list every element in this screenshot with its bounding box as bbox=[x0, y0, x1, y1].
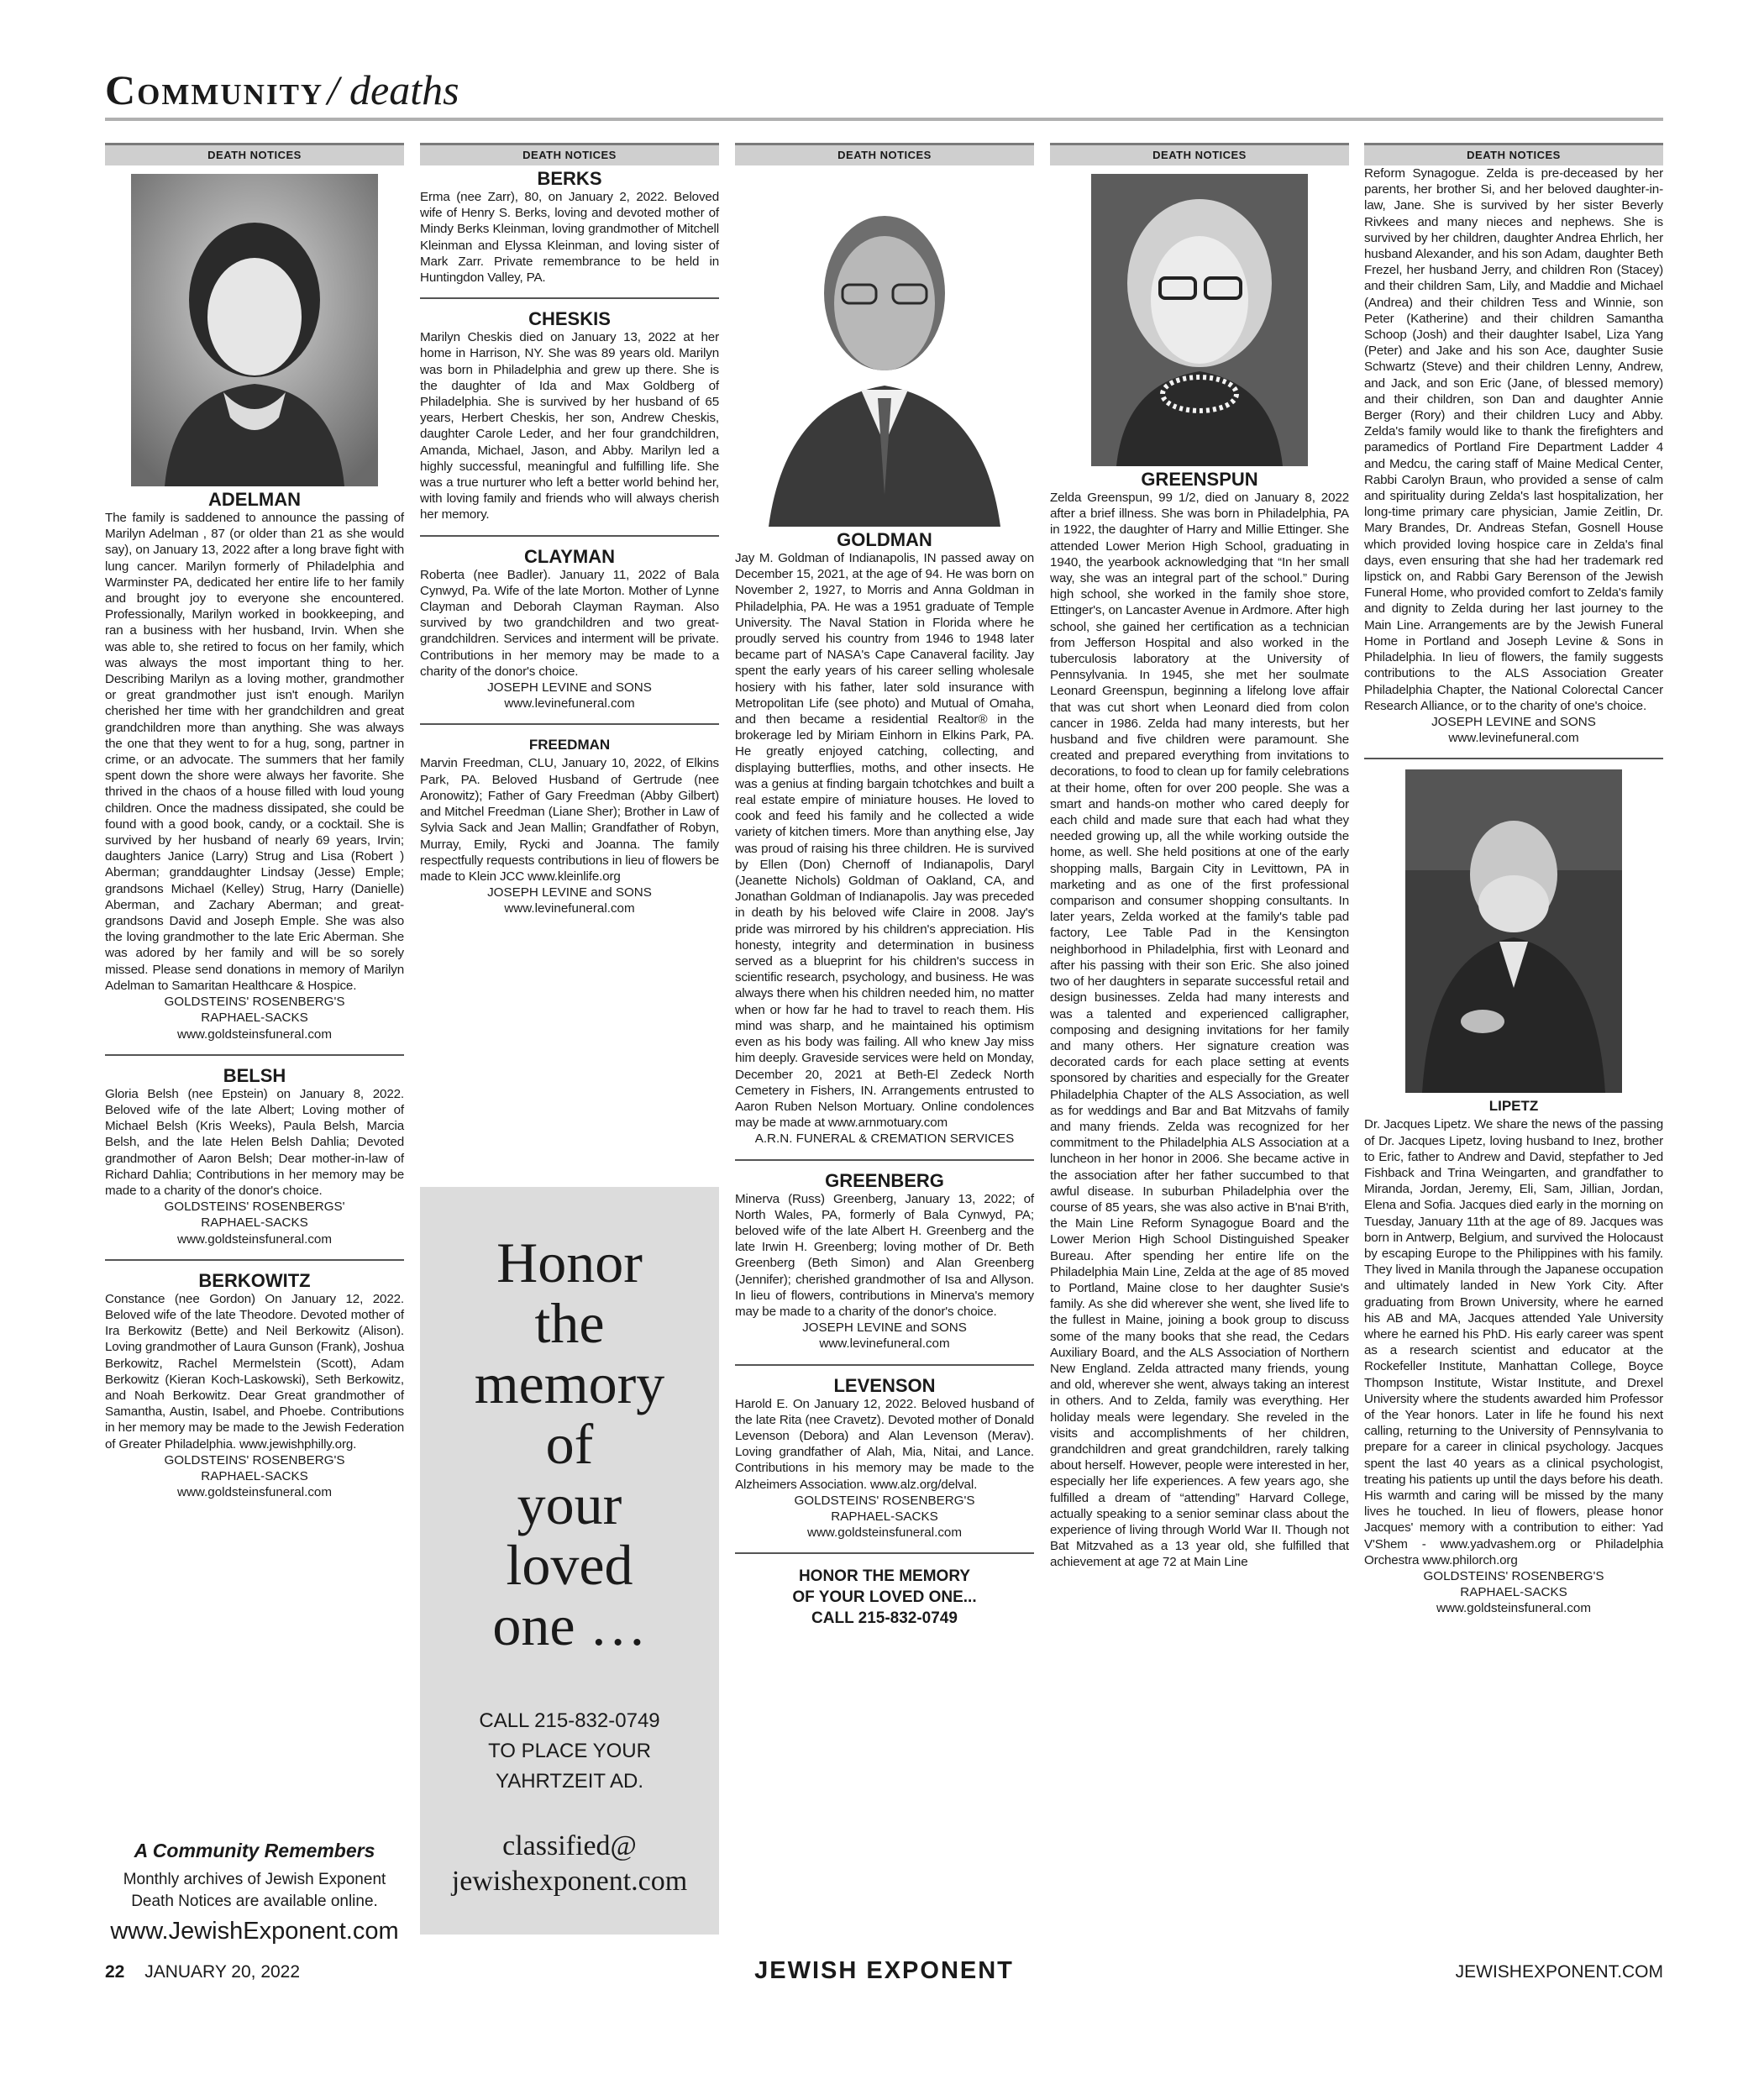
funeral-home-url[interactable]: www.goldsteinsfuneral.com bbox=[176, 1485, 333, 1500]
clayman-funeral-home bbox=[420, 680, 719, 711]
greenberg-notice: Minerva (Russ) Greenberg, January 13, 2022; of North Wales, PA, formerly of Bala Cynwyd, PA; beloved wife of the late Albert H. Greenberg and the late Irwin H. Greenberg; loving mother of Dr. Beth Greenberg (Beth Simon) and Alan Greenberg (Jennifer); cherished grandmother of Isa and Allyson. In lieu of flowers, contributions in Minerva's memory may be made to a charity of the donor's choice. bbox=[735, 1191, 1034, 1319]
levenson-notice: Harold E. On January 12, 2022. Beloved husband of the late Rita (nee Cravetz). Devoted mother of Donald Levenson (Debora) and Alan Levenson (Merav). Loving grandfather of Alah, Mia, Nitai, and Lance. Contributions in his memory may be made to the Alzheimers Association. www.alz.org/delval. bbox=[735, 1396, 1034, 1492]
clayman-name: CLAYMAN bbox=[524, 545, 615, 567]
belsh-name: BELSH bbox=[223, 1064, 286, 1086]
levenson-funeral-home bbox=[735, 1493, 1034, 1541]
remembers-url[interactable]: www.JewishExponent.com bbox=[110, 1918, 399, 1945]
funeral-home-url[interactable]: www.levinefuneral.com bbox=[1448, 731, 1579, 746]
greenberg-funeral-home bbox=[735, 1320, 1034, 1352]
site-url[interactable]: JEWISHEXPONENT.COM bbox=[1455, 1962, 1663, 1982]
adelman-notice: The family is saddened to announce the passing of Marilyn Adelman , 87 (or older than 21 as she would say), on January 13, 2022 after a long brave fight with lung cancer. Marilyn formerly of Philadelphia and Warminster PA, dedicated her entire life to her family and brought joy to everyone she encountered. Professionally, Marilyn worked in bookkeeping, and ran a business with her husband, Irvin. When she was able to, she retired to focus on her family, which was always the most important thing to her. Describing Marilyn as a loving mother, grandmother or great grandmother just isn't enough. Marilyn cherished her time with her grandchildren and great grandchildren more than anything. She was always the one that they went to for a hug, song, partner in crime, or an advocate. The summers that her family spent down the shore were always her favorite. She thrived in the chaos of a house filled with loud young children. Once the madness dissipated, she could be found with a good book, candy, or a cocktail. She is survived by her husband of nearly 69 years, Irvin; daughters Janice (Larry) Strug and Lisa (Robert ) Aberman; granddaughter Lindsay (Jesse) Emple; grandsons Michael (Kelley) Strug, Harry (Danielle) Aberman, and Zachary Aberman; and great-grandsons David and Joseph Emple. She was also the loving grandmother to the late Eric Aberman. She was adored by her family and will be so sorely missed. Please send donations in memory of Marilyn Adelman to Samaritan Healthcare & Hospice. bbox=[105, 511, 404, 993]
lipetz-notice: Dr. Jacques Lipetz. We share the news of the passing of Dr. Jacques Lipetz, loving husband to Inez, brother to Eric, father to Andrew and David, stepfather to Jed Fishback and Trina Weingarten, and grandfather to Miranda, Jordan, Jeremy, Eli, Sam, Jillian, Jordan, Elena and Sofia. Jacques died early in the morning on Tuesday, January 11th at the age of 89. Jacques was born in Antwerp, Belgium, and survived the Holocaust by escaping Europe to the Philippines with his family. They lived in Manila through the Japanese occupation and ultimately landed in New York City. After graduating from Brown University, where he earned his AB and MA, Jacques attended Yale University where he earned his PhD. His early career was spent as a research scientist and educator at the Rockefeller Institute, Manhattan College, Boyce Thompson Institute, Wistar Institute, and Drexel University where the students awarded him Professor of the Year honors. Later in life he found his next calling, returning to the University of Pennsylvania to prepare for a career in clinical psychology. Jacques spent the last 40 years as a clinical psychologist, treating his patients up until the days before his death. His warmth and caring will be missed by the many lives he touched. In lieu of flowers, please honor Jacques' memory with a contribution to either: Yad V'Shem - www.yadvashem.org or Philadelphia Orchestra www.philorch.org bbox=[1364, 1117, 1663, 1567]
ad-phone: CALL 215-832-0749 bbox=[479, 1709, 660, 1732]
funeral-home-line: RAPHAEL-SACKS bbox=[201, 1215, 308, 1231]
cheskis-notice: Marilyn Cheskis died on January 13, 2022 at her home in Harrison, NY. She was 89 years old. Marilyn was born in Philadelphia and grew up there. She is the daughter of Ida and Max Goldberg of Philadelphia. She is survived by her husband of 65 years, Herbert Cheskis, her son, Andrew Cheskis, daughter Carole Leder, and her four grandchildren, Amanda, Michael, Jason, and Abby. Marilyn led a highly successful, meaningful and fulfilling life. She was a true nurturer who left a better world behind her, with loving family and friends who will always cherish her memory. bbox=[420, 330, 719, 522]
funeral-home-line: GOLDSTEINS' ROSENBERG'S bbox=[164, 1452, 345, 1467]
goldman-notice: Jay M. Goldman of Indianapolis, IN passed away on December 15, 2021, at the age of 94. He was born on November 2, 1927, to Morris and Anna Goldman in Philadelphia, PA. He was a 1951 graduate of Temple University. The Naval Station in Florida where he proudly served his country from 1946 to 1948 later became part of NASA's Cape Canaveral facility. Jay spent the early years of his career selling wholesale hosiery with his father, later sold insurance with Metropolitan Life (see photo) and Mutual of Omaha, and then became a residential Realtor® in the brokerage led by Miriam Einhorn in Elkins Park, PA. He greatly enjoyed catching, collecting, and displaying butterflies, moths, and other insects. He was a genius at finding bargain tchotchkes and built a real estate empire of miniature houses. He loved to cook and feed his family and he collected a wide variety of kitchen timers. More than anything else, Jay was proud of raising his three children. He is survived by Ellen (Don) Chernoff of Indianapolis, Daryl (Jeanette Nichols) Goldman of Oakland, CA, and Jonathan Goldman of Indianapolis. Jay was preceded in death by his beloved wife Claire in 2008. Jay's pride was mirrored by his children's appreciation. His honesty, integrity and determination in business served as a blueprint for his children's success in scientific research, psychology, and business. He was always there when his children needed him, no matter when or how far he had to travel to reach them. His mind was sharp, and he maintained his optimism even as his body was failing. All who knew Jay miss him deeply. Graveside services were held on Monday, December 20, 2021 at Beth-El Zedeck North Cemetery in Fishers, IN. Arrangements entrusted to Aaron Ruben Nelson Mortuary. Online condolences may be made at www.arnmotuary.com bbox=[735, 551, 1034, 1131]
yahrtzeit-ad[interactable] bbox=[420, 1187, 719, 1935]
levenson-name: LEVENSON bbox=[833, 1374, 936, 1396]
notice-separator bbox=[735, 1364, 1034, 1366]
honor-phone: CALL 215-832-0749 bbox=[811, 1609, 958, 1628]
notice-separator bbox=[105, 1054, 404, 1056]
column-4 bbox=[1050, 143, 1349, 1571]
adelman-funeral-home bbox=[105, 994, 404, 1042]
clayman-notice: Roberta (nee Badler). January 11, 2022 of Bala Cynwyd, Pa. Wife of the late Morton. Mother of Lynne Clayman and Deborah Clayman Rayman. Also survived by two grandchildren and two great-grandchildren. Services and interment will be private. Contributions in her memory may be made to a charity of the donor's choice. bbox=[420, 567, 719, 679]
funeral-home-line: JOSEPH LEVINE and SONS bbox=[487, 885, 652, 900]
ad-headline-line: memory bbox=[474, 1352, 665, 1415]
ad-headline-line: the bbox=[534, 1291, 605, 1355]
ad-call-line: YAHRTZEIT AD. bbox=[495, 1770, 644, 1793]
death-notices-bar: DEATH NOTICES bbox=[735, 143, 1034, 165]
greenspun-funeral-home bbox=[1364, 714, 1663, 746]
notice-separator bbox=[735, 1159, 1034, 1161]
goldman-photo bbox=[752, 192, 1017, 527]
funeral-home-line: GOLDSTEINS' ROSENBERGS' bbox=[164, 1200, 345, 1215]
page-footer bbox=[105, 1957, 1663, 1991]
funeral-home-url[interactable]: www.levinefuneral.com bbox=[819, 1336, 950, 1352]
freedman-notice: Marvin Freedman, CLU, January 10, 2022, of Elkins Park, PA. Beloved Husband of Gertrude (nee Aronowitz); Father of Gary Freedman (Abby Gilbert) and Mitchel Freedman (Liane Sher); Brother in Law of Sylvia Sack and Jean Mallin; Grandfather of Robyn, Murray, Emily, Rycki and Joanna. The family respectfully requests contributions in lieu of flowers be made to Klein JCC www.kleinlife.org bbox=[420, 756, 719, 884]
masthead: JEWISH EXPONENT bbox=[754, 1957, 1014, 1984]
column-2 bbox=[420, 143, 719, 917]
greenberg-name: GREENBERG bbox=[825, 1169, 944, 1191]
notice-separator bbox=[735, 1552, 1034, 1554]
funeral-home-url[interactable]: www.goldsteinsfuneral.com bbox=[176, 1026, 333, 1042]
section-header bbox=[105, 66, 1663, 114]
greenspun-photo bbox=[1091, 174, 1308, 466]
ad-call bbox=[420, 1706, 719, 1797]
header-rule bbox=[105, 118, 1663, 121]
adelman-photo bbox=[131, 174, 378, 486]
funeral-home-line: RAPHAEL-SACKS bbox=[1460, 1585, 1567, 1600]
ad-call-line: TO PLACE YOUR bbox=[488, 1740, 651, 1762]
death-notices-bar: DEATH NOTICES bbox=[420, 143, 719, 165]
ad-headline-line: your bbox=[517, 1473, 622, 1536]
death-notices-bar: DEATH NOTICES bbox=[105, 143, 404, 165]
ad-headline-line: Honor bbox=[496, 1231, 643, 1294]
greenspun-notice-continued: Reform Synagogue. Zelda is pre-deceased by her parents, her brother Si, and her beloved daughter-in-law, Jane. She is survived by her sister Beverly Rivkees and many nieces and nephews. She is survived by her children, daughter Andrea Ehrlich, her husband Alexander, and his son Adam, daughter Beth Frezel, her husband Jerry, and children Ron (Stacey) and their children Sam, Lily, and Maddie and Michael (Andrea) and their children Tess and Winnie, son Peter (Katherine) and their children Samantha Schoop (Josh) and their daughter Isabel, Liza Yang (Peter) and Jake and his son Ace, daughter Susie Schwartz (Steve) and their children Lenny, Andrew, and Jack, and son Eric (Jane, of blessed memory) and their children, son Dan and daughter Annie Berger (Rory) and their children Lucy and Abby. Zelda's family would like to thank the firefighters and paramedics of Portland Fire Department Ladder 4 and Medcu, the caring staff of Maine Medical Center, Rabbi Carolyn Braun, who provided a sense of calm and spirituality during Zelda's last hospitalization, her long-time primary care physician, Jamie Zeitlin, Dr. Mary Brandes, Dr. Andreas Stefan, Gosnell House which provided loving hospice care in Zelda's final days, even ensuring that she had her trademark red lipstick on, and Rabbi Gary Berenson of the Jewish Funeral Home, who provided comfort to Zelda's family and dignity to Zelda during her last journey to the Main Line. Arrangements are by the Jewish Funeral Home in Portland and Joseph Levine & Sons in Philadelphia. In lieu of flowers, the family suggests contributions to the ALS Association Greater Philadelphia Chapter, the National Colorectal Cancer Research Alliance, or to the charity of one's choice. bbox=[1364, 166, 1663, 713]
death-notices-bar: DEATH NOTICES bbox=[1050, 143, 1349, 165]
funeral-home-url[interactable]: www.goldsteinsfuneral.com bbox=[806, 1525, 963, 1541]
notice-separator bbox=[1364, 758, 1663, 759]
funeral-home-line: GOLDSTEINS' ROSENBERG'S bbox=[164, 995, 345, 1010]
funeral-home-line: GOLDSTEINS' ROSENBERG'S bbox=[1423, 1569, 1604, 1583]
freedman-funeral-home bbox=[420, 885, 719, 916]
column-3 bbox=[735, 143, 1034, 1629]
lipetz-funeral-home bbox=[1364, 1568, 1663, 1617]
funeral-home-line: A.R.N. FUNERAL & CREMATION SERVICES bbox=[754, 1131, 1015, 1147]
greenspun-notice: Zelda Greenspun, 99 1/2, died on January 8, 2022 after a brief illness. She was born in Philadelphia, PA in 1922, the daughter of Harry and Millie Ettinger. She attended Lower Merion High School, graduating in 1940, the yearbook acknowledging that “In her small way, she was an integral part of the school.” During high school, she worked in the family shoe store, Ettinger's, on Lancaster Avenue in Ardmore. After high school, she gained her certification as a technician from Jefferson Hospital and also worked in the tuberculosis laboratory at the University of Pennsylvania. In 1945, she met her soulmate Leonard Greenspun, beginning a lifelong love affair that was cut short when Leonard died from colon cancer in 1986. Zelda had many interests, but her husband and five children were paramount. She created and prepared everything from invitations to decorations, to food to clean up for family celebrations at their home, often for over 200 people. She was a smart and hands-on mother who cared deeply for each child and made sure that each had what they needed growing up, all the while working outside the home, as well. She held positions at one of the early shopping malls, Bargain City in Levittown, PA in marketing and as one of the first professional comparison and consumer shopping consultants. In later years, Zelda worked at the family's table pad factory, Lee Table Pad in the Kensington neighborhood in Philadelphia, first with Leonard and after his passing with their son Eric. She also joined two of her daughters in separate successful retail and design businesses. Zelda had many interests and was a talented and experienced calligrapher, composing and designing invitations for her family and many others. Her signature creation was decorated cards for each place setting at events sponsored by charities and especially for the Greater Philadelphia Chapter of the ALS Association, as well as for weddings and Bar and Bat Mitzvahs of family and many friends. Zelda was recognized for her commitment to the Philadelphia ALS Association at a luncheon in her honor in 2006. She became active in the association after her father succumbed to that awful disease. In suburban Philadelphia over the course of 85 years, she was also active in B'nai B'rith, the Main Line Reform Synagogue Board and the Lower Merion High School Distinguished Speaker Bureau. After spending her entire life on the Philadelphia Main Line, Zelda at the age of 85 moved to Portland, Maine close to her daughter Susie's family. As she did wherever she went, she lived life to the fullest in Maine, joining a book group to discuss some of the many books that she read, the Cedars Auxiliary Board, and the ALS Association of Northern New England. Zelda attracted many friends, young and old, wherever she went, always taking an interest in others. And to Zelda, family was everything. Her holiday meals were legendary. She reveled in the visits and accomplishments of her children, grandchildren and great grandchildren, rarely talking about herself. However, people were interested in her, especially her life experiences. A few years ago, she fulfilled a dream of “attending” Harvard College, actually speaking to a senior seminar class about the experience of living through World War II. Though not Bat Mitzvahed as a 13 year old, she fulfilled that achievement at age 72 at Main Line bbox=[1050, 491, 1349, 1570]
honor-memory-box bbox=[735, 1566, 1034, 1629]
notice-separator bbox=[420, 297, 719, 299]
community-remembers-box bbox=[105, 1840, 404, 1945]
belsh-funeral-home bbox=[105, 1199, 404, 1247]
ad-email-line: jewishexponent.com bbox=[451, 1866, 688, 1897]
column-1 bbox=[105, 143, 404, 1500]
goldman-name: GOLDMAN bbox=[837, 529, 932, 550]
lipetz-name: LIPETZ bbox=[1488, 1098, 1539, 1115]
death-notices-bar: DEATH NOTICES bbox=[1364, 143, 1663, 165]
funeral-home-line: RAPHAEL-SACKS bbox=[201, 1468, 308, 1483]
remembers-line: Monthly archives of Jewish Exponent bbox=[123, 1871, 386, 1888]
freedman-name: FREEDMAN bbox=[528, 737, 611, 753]
honor-line: OF YOUR LOVED ONE... bbox=[792, 1588, 977, 1607]
funeral-home-url[interactable]: www.goldsteinsfuneral.com bbox=[1436, 1601, 1592, 1616]
funeral-home-url[interactable]: www.goldsteinsfuneral.com bbox=[176, 1231, 333, 1247]
remembers-title: A Community Remembers bbox=[134, 1840, 375, 1861]
notice-separator bbox=[420, 723, 719, 725]
notice-separator bbox=[105, 1259, 404, 1261]
ad-headline bbox=[420, 1232, 719, 1656]
berks-name: BERKS bbox=[537, 168, 602, 189]
berkowitz-name: BERKOWITZ bbox=[198, 1269, 311, 1291]
section-subtitle: / deaths bbox=[327, 66, 459, 113]
funeral-home-line: GOLDSTEINS' ROSENBERG'S bbox=[794, 1493, 975, 1508]
greenspun-name: GREENSPUN bbox=[1141, 469, 1258, 490]
funeral-home-line: JOSEPH LEVINE and SONS bbox=[1431, 714, 1596, 729]
funeral-home-line: JOSEPH LEVINE and SONS bbox=[487, 680, 652, 696]
page-number: 22 bbox=[105, 1962, 125, 1982]
ad-headline-line: of bbox=[545, 1412, 594, 1476]
berkowitz-notice: Constance (nee Gordon) On January 12, 2022. Beloved wife of the late Theodore. Devoted mother of Ira Berkowitz (Bette) and Neil Berkowitz (Alison). Loving grandmother of Laura Gunson (Frank), Joshua Berkowitz, Rachel Mermelstein (Scott), Adam Berkowitz (Kieran Koch-Laskowski), Seth Berkowitz, and Noah Berkowitz. Dear Great grandmother of Samantha, Austin, Isabel, and Phoebe. Contributions in her memory may be made to the Jewish Federation of Greater Philadelphia. www.jewishphilly.org. bbox=[105, 1291, 404, 1452]
notice-separator bbox=[420, 535, 719, 537]
honor-line: HONOR THE MEMORY bbox=[798, 1567, 971, 1586]
funeral-home-url[interactable]: www.levinefuneral.com bbox=[504, 696, 635, 711]
ad-email bbox=[420, 1829, 719, 1899]
ad-email-line: classified@ bbox=[502, 1830, 637, 1861]
goldman-funeral-home bbox=[735, 1131, 1034, 1147]
funeral-home-line: RAPHAEL-SACKS bbox=[201, 1011, 308, 1026]
funeral-home-url[interactable]: www.levinefuneral.com bbox=[504, 901, 635, 916]
adelman-name: ADELMAN bbox=[208, 489, 301, 510]
berkowitz-funeral-home bbox=[105, 1452, 404, 1501]
issue-date: JANUARY 20, 2022 bbox=[144, 1962, 301, 1982]
ad-headline-line: loved bbox=[506, 1533, 633, 1597]
column-5 bbox=[1364, 143, 1663, 1617]
lipetz-photo bbox=[1405, 769, 1622, 1093]
section-title: Community bbox=[105, 66, 324, 113]
belsh-notice: Gloria Belsh (nee Epstein) on January 8, 2022. Beloved wife of the late Albert; Loving mother of Michael Belsh (Kris Weeks), Paula Belsh, Marcia Belsh, and the late Helen Belsh Dahlia; Devoted grandmother of Aaron Belsh; Dear mother-in-law of Richard Dahlia; Contributions in her memory may be made to a charity of the donor's choice. bbox=[105, 1086, 404, 1198]
berks-notice: Erma (nee Zarr), 80, on January 2, 2022. Beloved wife of Henry S. Berks, loving and devoted mother of Mindy Berks Kleinman, loving grandmother of Mitchell Kleinman and Elyssa Kleinman, and loving sister of Mark Zarr. Private remembrance to be held in Huntingdon Valley, PA. bbox=[420, 190, 719, 286]
remembers-desc bbox=[105, 1869, 404, 1913]
funeral-home-line: JOSEPH LEVINE and SONS bbox=[802, 1320, 967, 1336]
funeral-home-line: RAPHAEL-SACKS bbox=[831, 1509, 938, 1524]
cheskis-name: CHESKIS bbox=[528, 308, 611, 330]
ad-headline-line: one … bbox=[492, 1593, 647, 1657]
remembers-line: Death Notices are available online. bbox=[131, 1893, 378, 1910]
